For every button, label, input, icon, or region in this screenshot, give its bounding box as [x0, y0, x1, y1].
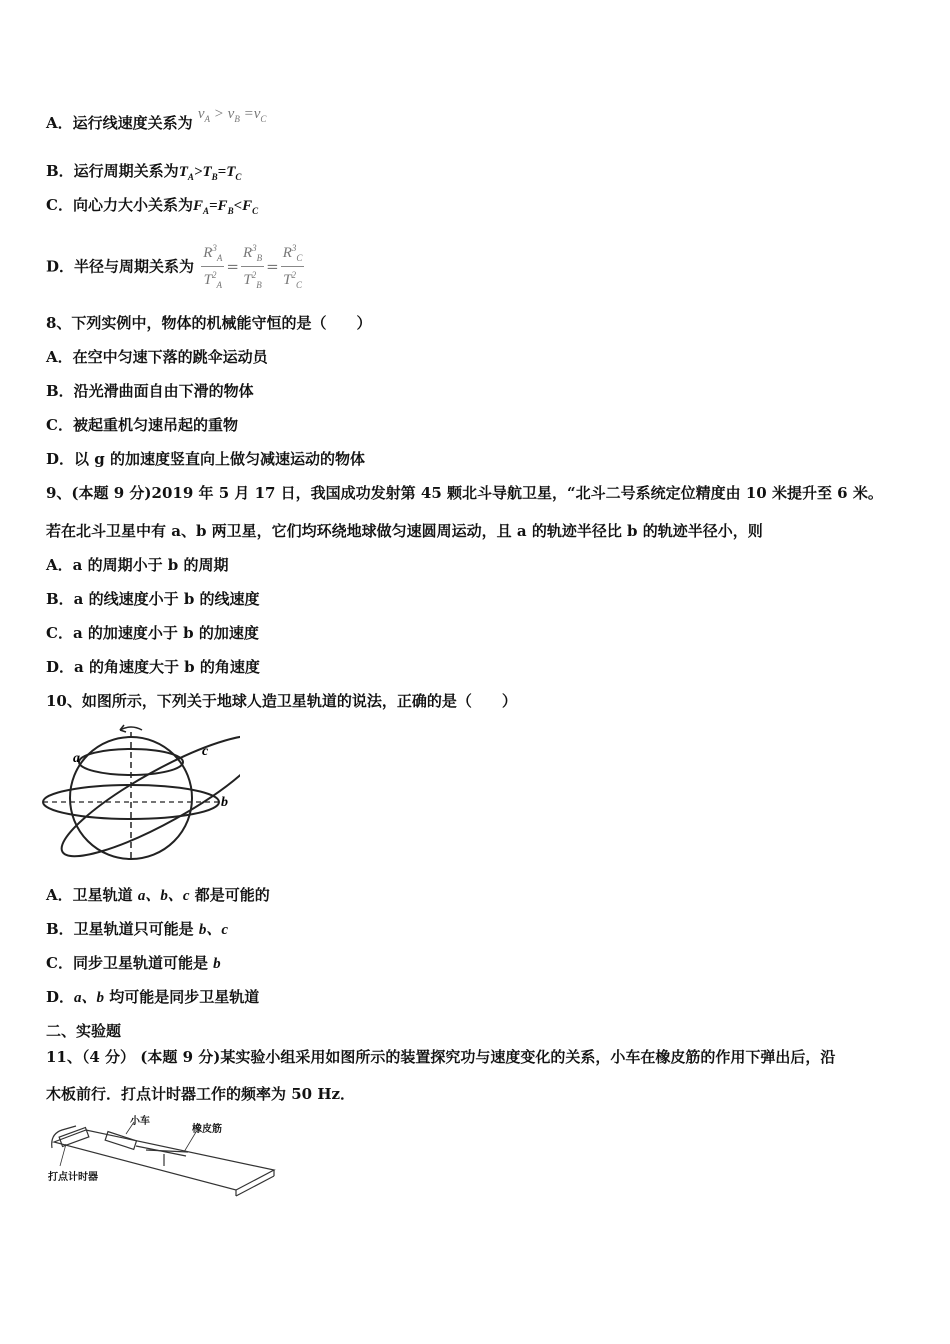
q9-stem-line2: 若在北斗卫星中有 a、b 两卫星，它们均环绕地球做匀速圆周运动，且 a 的轨迹半径比 b 的轨迹半径小，则: [46, 522, 763, 540]
experiment-figure: [46, 1112, 276, 1202]
fraction-c: $\frac{R^3_C}{T^2_C}$: [281, 240, 305, 293]
label-a: a: [73, 751, 80, 766]
cart-body: [105, 1132, 136, 1150]
rotation-arrow-icon: [120, 727, 142, 730]
section-heading: 二、实验题: [46, 1022, 122, 1040]
q9-option-a: A．a 的周期小于 b 的周期: [46, 556, 229, 574]
q10-option-a: A．卫星轨道 a、b、c 都是可能的: [46, 886, 270, 904]
fraction-a: $\frac{R^3_A}{T^2_A}$: [201, 240, 224, 293]
q9-option-c: C．a 的加速度小于 b 的加速度: [46, 624, 259, 642]
fraction-b: $\frac{R^3_B}{T^2_B}$: [241, 240, 264, 293]
q10-option-b: B．卫星轨道只可能是 b、c: [46, 920, 229, 938]
q10-option-d: D．a、b 均可能是同步卫星轨道: [46, 988, 260, 1006]
label-b: b: [221, 795, 228, 810]
q11-stem-line2: 木板前行．打点计时器工作的频率为 50 Hz．: [46, 1085, 356, 1103]
q8-option-b: B．沿光滑曲面自由下滑的物体: [46, 382, 254, 400]
label-c: c: [202, 744, 209, 759]
q9-option-d: D．a 的角速度大于 b 的角速度: [46, 658, 260, 676]
q8-stem: 8、下列实例中，物体的机械能守恒的是（ ）: [46, 314, 372, 332]
q9-option-b: B．a 的线速度小于 b 的线速度: [46, 590, 260, 608]
satellite-orbits-figure: [40, 722, 240, 862]
q8-option-a: A．在空中匀速下落的跳伞运动员: [46, 348, 268, 366]
q10-option-c: C．同步卫星轨道可能是 b: [46, 954, 221, 972]
q9-stem-line1: 9、(本题 9 分)2019 年 5 月 17 日，我国成功发射第 45 颗北斗导航卫星，“北斗二号系统定位精度由 10 米提升至 6 米。: [46, 484, 883, 502]
q8-option-d: D．以 g 的加速度竖直向上做匀减速运动的物体: [46, 450, 365, 468]
orbit-c: [50, 722, 240, 862]
rubber-band-label: 橡皮筋: [192, 1124, 222, 1135]
cart-label: 小车: [130, 1116, 150, 1127]
q10-stem: 10、如图所示，下列关于地球人造卫星轨道的说法，正确的是（ ）: [46, 692, 517, 710]
q8-option-c: C．被起重机匀速吊起的重物: [46, 416, 238, 434]
q7-option-c: C．向心力大小关系为$F_A=F_B<F_C$: [46, 196, 259, 216]
q7-option-d: D．半径与周期关系为 $\frac{R^3_A}{T^2_A}$ = $\frac{R^3_B}{T^2_B}$ = $\frac{R^3_C}{T^2_C}$: [46, 240, 306, 293]
q7-option-a: A．运行线速度关系为 $v_A > v_B =v_C$: [46, 106, 267, 132]
timer-label: 打点计时器: [48, 1172, 98, 1183]
q7-option-b: B．运行周期关系为$T_A>T_B=T_C$: [46, 162, 242, 182]
q11-stem-line1: 11、（4 分） (本题 9 分)某实验小组采用如图所示的装置探究功与速度变化的关系，小车在橡皮筋的作用下弹出后，沿: [46, 1048, 836, 1066]
